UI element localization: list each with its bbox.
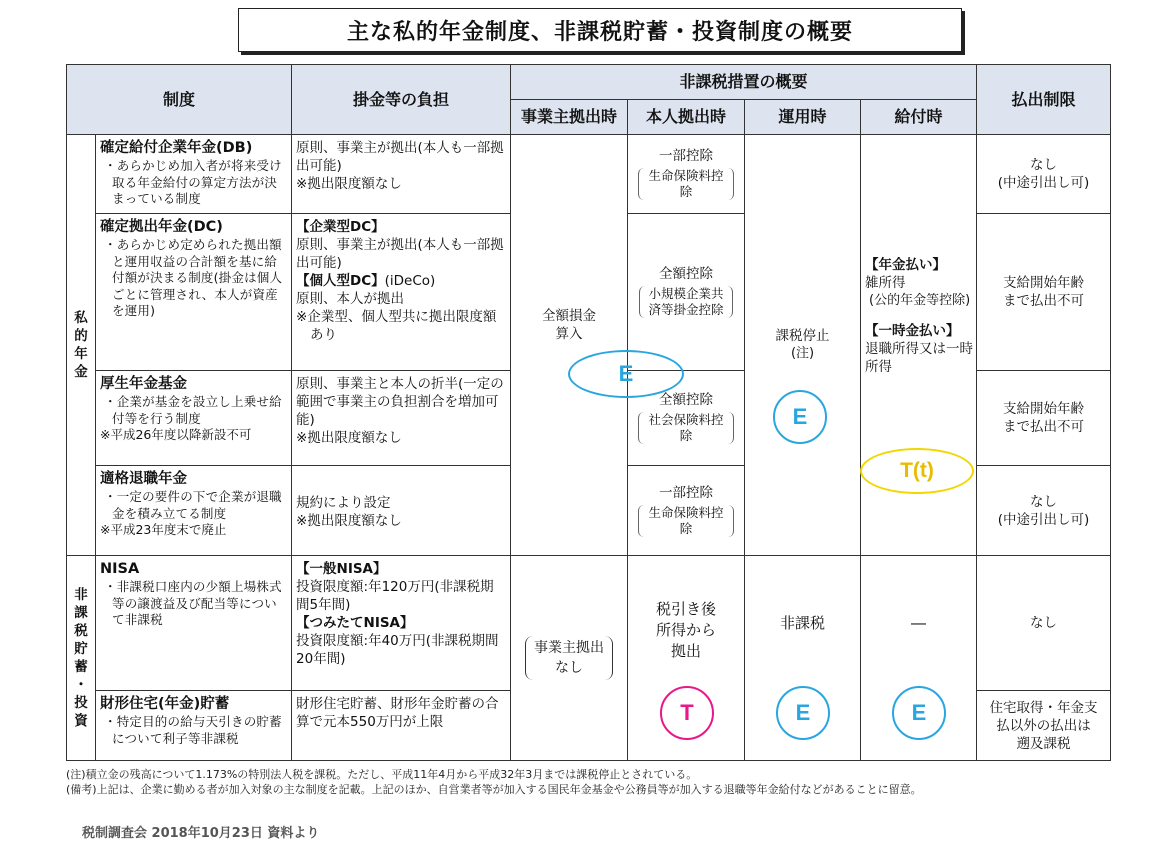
burden-db: 原則、事業主が拠出(本人も一部拠出可能) ※拠出限度額なし	[292, 135, 511, 214]
header-system: 制度	[67, 65, 292, 135]
burden-tekikaku: 規約により設定 ※拠出限度額なし	[292, 466, 511, 556]
system-nisa: NISA ・非課税口座内の少額上場株式等の譲渡益及び配当等について非課税	[96, 556, 292, 691]
self-tekikaku: 一部控除 生命保険料控除	[628, 466, 745, 556]
self-kousei: 全額控除 社会保険料控除	[628, 371, 745, 466]
withdraw-db: なし (中途引出し可)	[977, 135, 1111, 214]
t-mark-self: T	[660, 686, 714, 740]
category-tax-free: 非 課 税 貯 蓄 ・ 投 資	[67, 556, 96, 761]
withdraw-tekikaku: なし (中途引出し可)	[977, 466, 1111, 556]
e-mark-operation: E	[773, 390, 827, 444]
employer-pension: 全額損金 算入	[511, 135, 628, 556]
footnote-2: (備考)上記は、企業に勤める者が加入対象の主な制度を記載。上記のほか、自営業者等が加入する国民年金基金や公務員等が加入する退職等年金給付などがあることに留意。	[66, 783, 922, 796]
system-dc: 確定拠出年金(DC) ・あらかじめ定められた拠出額と運用収益の合計額を基に給付額が決まる制度(掛金は個人ごとに管理され、本人が資産を運用)	[96, 214, 292, 371]
e-mark-benefit-nisa: E	[892, 686, 946, 740]
self-dc: 全額控除 小規模企業共済等掛金控除	[628, 214, 745, 371]
burden-nisa: 【一般NISA】 投資限度額:年120万円(非課税期間5年間) 【つみたてNISA】 投資限度額:年40万円(非課税期間20年間)	[292, 556, 511, 691]
operation-nisa: 非課税	[745, 556, 861, 761]
benefit-pension: 【年金払い】 雑所得 (公的年金等控除) 【一時金払い】 退職所得又は一時所得	[861, 135, 977, 556]
withdraw-kousei: 支給開始年齢 まで払出不可	[977, 371, 1111, 466]
e-mark-operation-nisa: E	[776, 686, 830, 740]
category-private-pension: 私 的 年 金	[67, 135, 96, 556]
system-zaikei: 財形住宅(年金)貯蓄 ・特定目的の給与天引きの貯蓄について利子等非課税	[96, 691, 292, 761]
withdraw-zaikei: 住宅取得・年金支 払以外の払出は 遡及課税	[977, 691, 1111, 761]
header-benefit: 給付時	[861, 100, 977, 135]
header-self: 本人拠出時	[628, 100, 745, 135]
employer-nisa: 事業主拠出 なし	[511, 556, 628, 761]
source-label: 税制調査会 2018年10月23日 資料より	[82, 826, 320, 841]
self-db: 一部控除 生命保険料控除	[628, 135, 745, 214]
benefit-nisa: ―	[861, 556, 977, 761]
header-withdraw: 払出制限	[977, 65, 1111, 135]
system-db: 確定給付企業年金(DB) ・あらかじめ加入者が将来受け取る年金給付の算定方法が決まっている制度	[96, 135, 292, 214]
e-mark-employer: E	[568, 350, 684, 398]
withdraw-nisa: なし	[977, 556, 1111, 691]
burden-zaikei: 財形住宅貯蓄、財形年金貯蓄の合算で元本550万円が上限	[292, 691, 511, 761]
table-row	[67, 556, 1111, 691]
overview-table	[66, 64, 1111, 761]
operation-pension: 課税停止 (注)	[745, 135, 861, 556]
t-mark-benefit: T(t)	[860, 448, 974, 494]
self-nisa: 税引き後 所得から 拠出	[628, 556, 745, 761]
system-tekikaku: 適格退職年金 ・一定の要件の下で企業が退職金を積み立てる制度 ※平成23年度末で廃止	[96, 466, 292, 556]
header-burden: 掛金等の負担	[292, 65, 511, 135]
page-title: 主な私的年金制度、非課税貯蓄・投資制度の概要	[238, 8, 962, 52]
footnote-1: (注)積立金の残高について1.173%の特別法人税を課税。ただし、平成11年4月から平成32年3月までは課税停止とされている。	[66, 768, 698, 781]
table-row	[67, 135, 1111, 214]
header-employer: 事業主拠出時	[511, 100, 628, 135]
withdraw-dc: 支給開始年齢 まで払出不可	[977, 214, 1111, 371]
header-tax-overview: 非課税措置の概要	[511, 65, 977, 100]
burden-kousei: 原則、事業主と本人の折半(一定の範囲で事業主の負担割合を増加可能) ※拠出限度額なし	[292, 371, 511, 466]
system-kousei: 厚生年金基金 ・企業が基金を設立し上乗せ給付等を行う制度 ※平成26年度以降新設不可	[96, 371, 292, 466]
header-operation: 運用時	[745, 100, 861, 135]
burden-dc: 【企業型DC】 原則、事業主が拠出(本人も一部拠出可能) 【個人型DC】(iDeCo) 原則、本人が拠出 ※企業型、個人型共に拠出限度額あり	[292, 214, 511, 371]
